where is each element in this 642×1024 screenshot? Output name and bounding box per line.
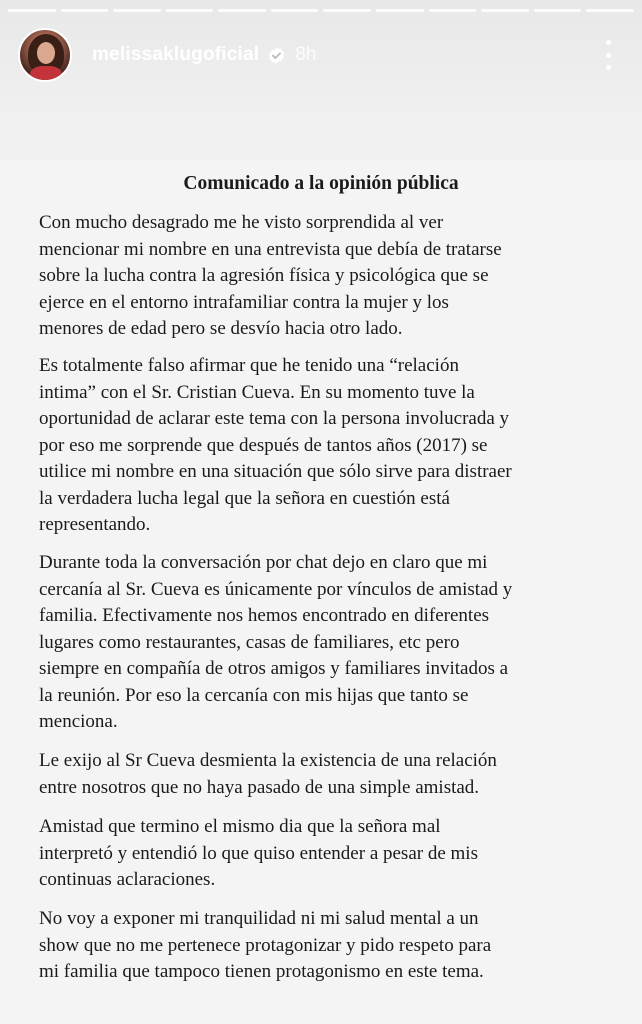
progress-segment — [218, 9, 266, 12]
text-line: Le exijo al Sr Cueva desmienta la existencia de una relación — [39, 750, 497, 771]
text-line: mencionar mi nombre en una entrevista que debía de tratarse — [39, 238, 502, 260]
avatar[interactable] — [18, 28, 72, 82]
paragraph-3 — [39, 550, 607, 736]
paragraph-2 — [39, 353, 607, 539]
text-line: Durante toda la conversación por chat dejo en claro que mi — [39, 552, 488, 573]
text-line: lugares como restaurantes, casas de familiares, etc pero — [39, 631, 460, 653]
verified-badge-icon — [267, 46, 286, 65]
progress-segment — [8, 9, 56, 12]
text-line: oportunidad de aclarar este tema con la persona involucrada y — [39, 408, 510, 429]
post-time: 8h — [295, 44, 317, 65]
progress-segment — [429, 9, 477, 12]
username[interactable]: melissaklugoficial — [92, 44, 260, 65]
text-line: menores de edad pero se desvío hacia otro lado. — [39, 318, 403, 339]
text-line: por eso me sorprende que después de tantos años (2017) se — [39, 434, 488, 456]
text-line: utilice mi nombre en una situación que sólo sirve para distraer — [39, 461, 512, 482]
progress-segment — [586, 9, 634, 12]
story-progress-bar — [8, 9, 634, 12]
progress-segment — [113, 9, 161, 12]
text-line: representando. — [39, 514, 151, 535]
text-line: la reunión. Por eso la cercanía con mis hijas que tanto se — [39, 684, 469, 706]
document-title: Comunicado a la opinión pública — [183, 173, 459, 194]
text-line: continuas aclaraciones. — [39, 869, 216, 890]
progress-segment — [481, 9, 529, 12]
text-line: mi familia que tampoco tienen protagonismo en este tema. — [39, 961, 484, 982]
text-line: ejerce en el entorno intrafamiliar contra la mujer y los — [39, 291, 449, 313]
text-line: familia. Efectivamente nos hemos encontrado en diferentes — [39, 605, 490, 626]
text-line: Es totalmente falso afirmar que he tenido una “relación — [39, 355, 459, 376]
progress-segment — [323, 9, 371, 12]
text-line: show que no me pertenece protagonizar y pido respeto para — [39, 934, 492, 956]
paragraph-4 — [39, 748, 607, 801]
statement-document — [0, 160, 642, 1024]
text-line: siempre en compañía de otros amigos y familiares invitados a — [39, 658, 509, 679]
progress-segment — [376, 9, 424, 12]
text-line: cercanía al Sr. Cueva es únicamente por vínculos de amistad y — [39, 578, 513, 600]
text-line: intima” con el Sr. Cristian Cueva. En su momento tuve la — [39, 381, 475, 403]
text-line: la verdadera lucha legal que la señora en cuestión está — [39, 487, 450, 509]
more-options-icon[interactable] — [598, 40, 618, 70]
text-line: menciona. — [39, 711, 118, 732]
paragraph-6 — [39, 906, 607, 986]
progress-segment — [271, 9, 319, 12]
progress-segment — [166, 9, 214, 12]
text-line: Amistad que termino el mismo dia que la señora mal — [39, 816, 441, 837]
story-header — [18, 28, 624, 82]
paragraph-1 — [39, 210, 607, 343]
text-line: sobre la lucha contra la agresión física y psicológica que se — [39, 265, 489, 286]
progress-segment — [534, 9, 582, 12]
text-line: entre nosotros que no haya pasado de una simple amistad. — [39, 776, 480, 798]
paragraph-5 — [39, 814, 607, 894]
text-line: interpretó y entendió lo que quiso entender a pesar de mis — [39, 842, 478, 864]
text-line: No voy a exponer mi tranquilidad ni mi salud mental a un — [39, 908, 479, 929]
text-line: Con mucho desagrado me he visto sorprendida al ver — [39, 212, 444, 233]
progress-segment — [61, 9, 109, 12]
